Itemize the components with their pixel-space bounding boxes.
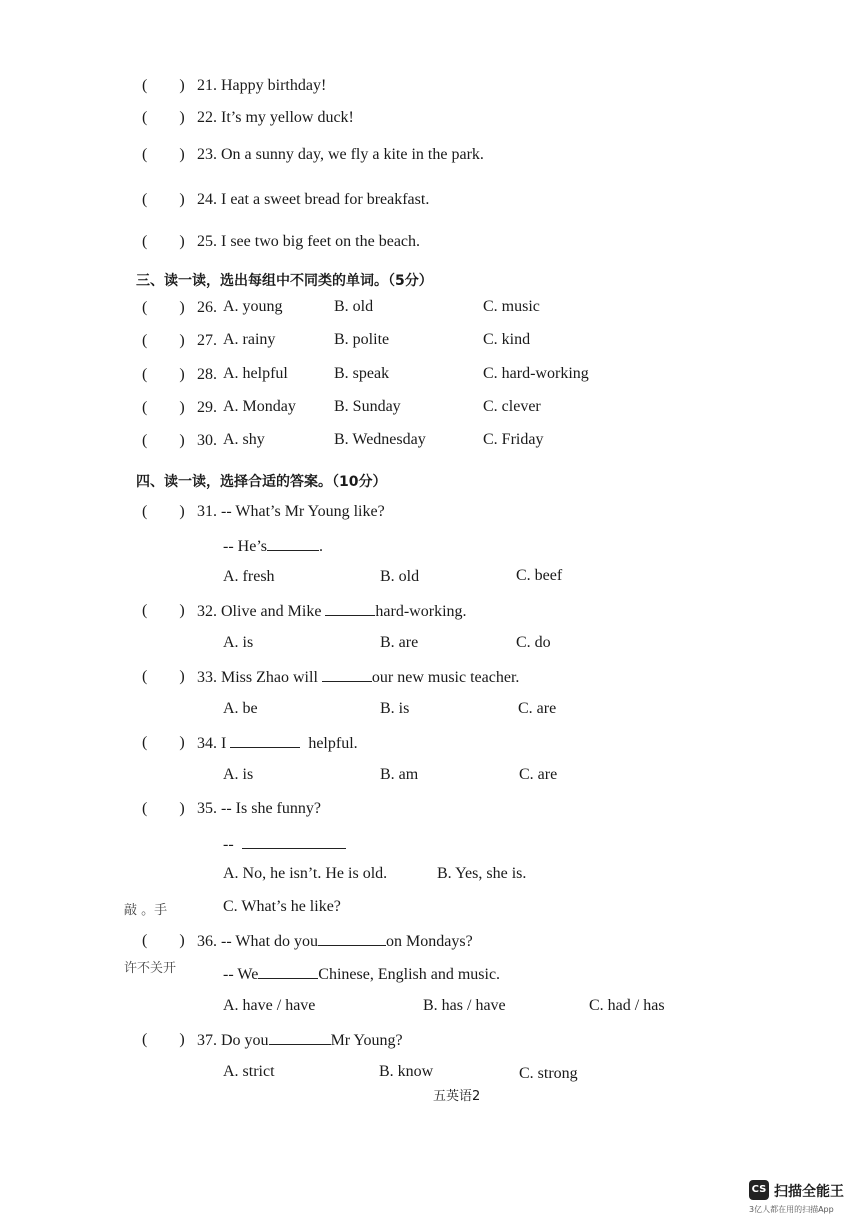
option-a: A. be [223,700,258,717]
margin-note: 敲 。手 [124,903,168,918]
question-text: 35. -- Is she funny? [197,800,321,817]
option-c: C. are [518,700,557,717]
answer-line [223,834,346,855]
option-b: B. is [380,700,410,717]
answer-paren: ( ) [142,109,185,126]
answer-blank [230,733,300,748]
option-c: C. What’s he like? [223,898,341,915]
option-a: A. is [223,766,254,783]
answer-blank [322,667,372,682]
question-prefix: 34. I [197,735,227,752]
page-footer: 五英语2 [433,1089,481,1104]
answer-paren: ( ) [142,503,185,520]
question-text [197,601,467,622]
option-b: B. polite [334,331,390,348]
question-number: 29. [197,399,217,416]
answer-suffix: Chinese, English and music. [318,966,501,983]
answer-paren: ( ) [142,299,185,316]
answer-suffix: . [318,538,323,555]
option-c: C. had / has [589,997,665,1014]
margin-note: 许不关开 [124,961,177,976]
option-a: A. strict [223,1063,275,1080]
option-b: B. are [380,634,419,651]
answer-blank [325,601,375,616]
question-suffix: on Mondays? [386,933,473,950]
answer-paren: ( ) [142,233,185,250]
option-c: C. hard-working [483,365,589,382]
option-c: C. beef [516,567,563,584]
option-c: C. do [516,634,551,651]
option-a: A. fresh [223,568,275,585]
question-text: 25. I see two big feet on the beach. [197,233,421,250]
option-a: A. rainy [223,331,276,348]
question-prefix: 36. -- What do you [197,933,319,950]
answer-blank [242,834,346,849]
option-a: A. Monday [223,398,296,415]
option-c: C. are [519,766,558,783]
answer-paren: ( ) [142,77,185,94]
answer-prefix: -- We [223,966,259,983]
answer-paren: ( ) [142,734,185,751]
answer-line [223,536,323,557]
answer-paren: ( ) [142,366,185,383]
question-prefix: 32. Olive and Mike [197,603,322,620]
option-a: A. helpful [223,365,288,382]
cs-logo-icon: CS [749,1180,769,1200]
question-prefix: 37. Do you [197,1032,269,1049]
option-b: B. old [334,298,374,315]
option-b: B. Sunday [334,398,401,415]
answer-paren: ( ) [142,668,185,685]
option-c: C. clever [483,398,541,415]
option-a: A. shy [223,431,265,448]
question-text [197,733,358,754]
question-suffix: hard-working. [375,603,467,620]
question-number: 26. [197,299,217,316]
answer-paren: ( ) [142,432,185,449]
answer-blank [269,1030,331,1045]
answer-paren: ( ) [142,602,185,619]
question-text: 23. On a sunny day, we fly a kite in the park. [197,146,484,163]
option-a: A. is [223,634,254,651]
option-a: A. young [223,298,283,315]
answer-paren: ( ) [142,1031,185,1048]
question-prefix: 33. Miss Zhao will [197,669,318,686]
option-b: B. Wednesday [334,431,426,448]
option-b: B. know [379,1063,434,1080]
logo-name: 扫描全能王 [774,1184,844,1200]
answer-prefix: -- [223,836,234,853]
question-text: 21. Happy birthday! [197,77,327,94]
option-b: B. has / have [423,997,506,1014]
question-text: 22. It’s my yellow duck! [197,109,354,126]
question-suffix: helpful. [308,735,358,752]
scanner-logo [749,1180,849,1220]
answer-paren: ( ) [142,332,185,349]
answer-paren: ( ) [142,932,185,949]
question-text: 24. I eat a sweet bread for breakfast. [197,191,430,208]
section-3-title: 三、读一读，选出每组中不同类的单词。（5分） [136,273,433,289]
question-suffix: our new music teacher. [371,669,520,686]
option-a: A. No, he isn’t. He is old. [223,865,388,882]
answer-paren: ( ) [142,146,185,163]
question-number: 27. [197,332,217,349]
answer-blank [318,931,386,946]
answer-line [223,964,500,985]
question-text [197,1030,403,1051]
answer-blank [258,964,318,979]
option-b: B. Yes, she is. [437,865,527,882]
option-c: C. kind [483,331,531,348]
option-b: B. old [380,568,420,585]
question-number: 30. [197,432,217,449]
option-a: A. have / have [223,997,316,1014]
option-c: C. strong [519,1065,578,1082]
logo-subtitle: 3亿人都在用的扫描App [749,1205,834,1214]
question-text [197,667,519,688]
option-c: C. Friday [483,431,544,448]
option-c: C. music [483,298,540,315]
option-b: B. am [380,766,419,783]
question-number: 28. [197,366,217,383]
answer-blank [267,536,319,551]
answer-prefix: -- He’s [223,538,267,555]
option-b: B. speak [334,365,390,382]
answer-paren: ( ) [142,191,185,208]
question-suffix: Mr Young? [330,1032,403,1049]
answer-paren: ( ) [142,800,185,817]
answer-paren: ( ) [142,399,185,416]
question-text [197,931,473,952]
question-text: 31. -- What’s Mr Young like? [197,503,385,520]
section-4-title: 四、读一读，选择合适的答案。（10分） [136,474,387,490]
